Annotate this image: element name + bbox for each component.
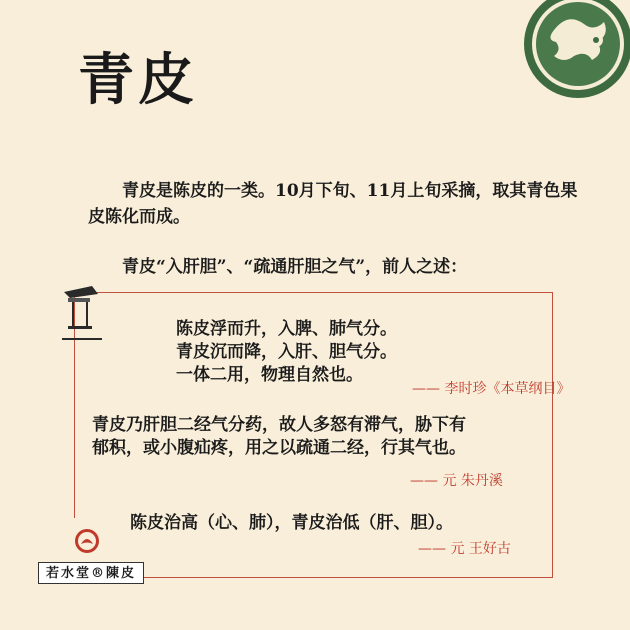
intro-paragraph: 青皮是陈皮的一类。10月下旬、11月上旬采摘，取其青色果皮陈化而成。 [88,181,578,227]
seal-emblem-icon [514,0,630,104]
quote-line: 陈皮浮而升，入脾、肺气分。 [176,319,397,339]
quote-line: 陈皮治高（心、肺），青皮治低（肝、胆）。 [130,513,453,533]
quote-1 [176,318,397,387]
quote-1-attribution: —— 李时珍《本草纲目》 [412,381,571,397]
quote-line: 一体二用，物理自然也。 [176,365,363,385]
lead-paragraph: 青皮“入肝胆”、“疏通肝胆之气”，前人之述： [122,257,468,277]
quote-line: 郁积，或小腹疝疼，用之以疏通二经，行其气也。 [92,438,466,458]
brand-logo-icon [74,528,100,554]
quote-2-attribution: —— 元 朱丹溪 [410,473,503,489]
quote-line: 青皮乃肝胆二经气分药，故人多怒有滞气，胁下有 [92,415,466,435]
quote-3-attribution: —— 元 王好古 [418,541,511,557]
brand-label: 若水堂®陳皮 [38,562,144,584]
pagoda-icon [62,284,102,354]
page-title: 青皮 [78,47,198,113]
quote-3 [130,512,453,535]
quote-2 [92,414,542,460]
quote-line: 青皮沉而降，入肝、胆气分。 [176,342,397,362]
